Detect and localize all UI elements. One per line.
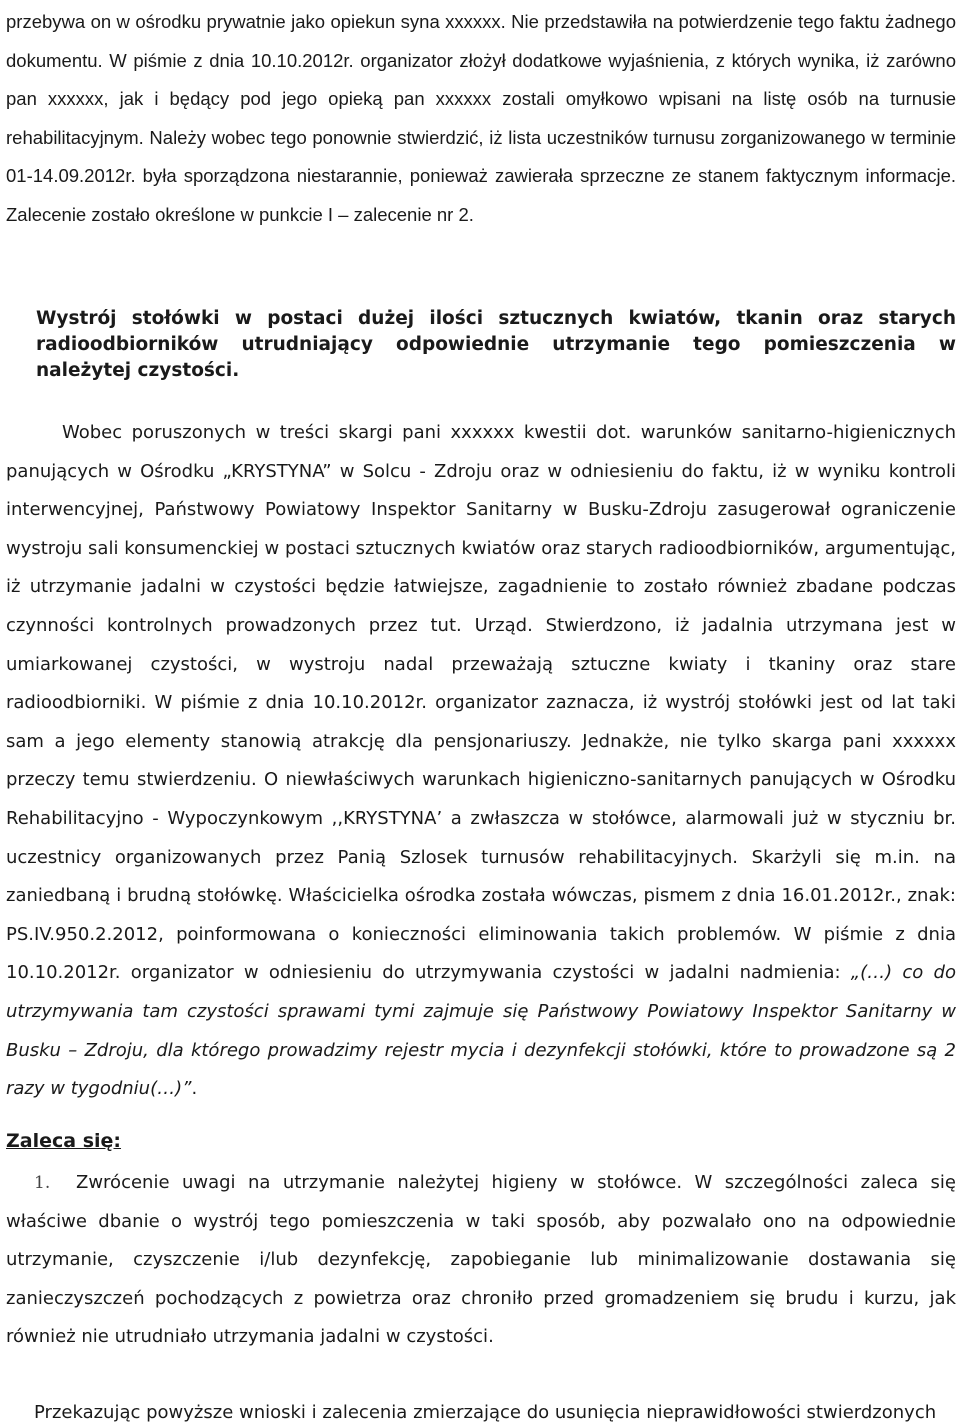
section-number [6, 306, 36, 332]
recommendation-item [6, 1164, 956, 1357]
body-paragraph-end: . [191, 1078, 198, 1100]
recommend-heading: Zaleca się: [6, 1130, 122, 1152]
recommendation-text: Zwrócenie uwagi na utrzymanie należytej higieny w stołówce. W szczególności zaleca się właściwe dbanie o wystrój tego pomieszczenia w taki sposób, aby pozwalało ono na odpowiednie utrzymanie, czyszczenie i/lub dezynfekcję, zapobieganie lub minimalizowanie dostawania się zanieczyszczeń pochodzących z powietrza oraz chroniło przed gromadzeniem się brudu i kurzu, jak również nie utrudniało utrzymania jadalni w czystości. [6, 1172, 956, 1347]
body-paragraph [6, 414, 956, 1109]
closing-line: Przekazując powyższe wnioski i zalecenia zmierzające do usunięcia nieprawidłowości stwierdzonych [34, 1402, 937, 1423]
body-paragraph-main: Wobec poruszonych w treści skargi pani xxxxxx kwestii dot. warunków sanitarno-higienicznych panujących w Ośrodku „KRYSTYNA” w Solcu - Zdroju oraz w odniesieniu do faktu, iż w wyniku kontroli interwencyjnej, Państwowy Powiatowy Inspektor Sanitarny w Busku-Zdroju zasugerował ograniczenie wystroju sali konsumenckiej w postaci sztucznych kwiatów oraz starych radioodbiorników, argumentując, iż utrzymanie jadalni w czystości będzie łatwiejsze, zagadnienie to zostało również zbadane podczas czynności kontrolnych prowadzonych przez tut. Urząd. Stwierdzono, iż jadalnia utrzymana jest w umiarkowanej czystości, w wystroju nadal przeważają sztuczne kwiaty i tkaniny oraz stare radioodbiorniki. W piśmie z dnia 10.10.2012r. organizator zaznacza, iż wystrój stołówki jest od lat taki sam a jego elementy stanowią atrakcję dla pensjonariuszy. Jednakże, nie tylko skarga pani xxxxxx przeczy temu stwierdzeniu. O niewłaściwych warunkach higieniczno-sanitarnych panujących w Ośrodku Rehabilitacyjno - Wypoczynkowym ,,KRYSTYNA’ a zwłaszcza w stołówce, alarmowali już w styczniu br. uczestnicy organizowanych przez Panią Szlosek turnusów rehabilitacyjnych. Skarżyli się m.in. na zaniedbaną i brudną stołówkę. Właścicielka ośrodka została wówczas, pismem z dnia 16.01.2012r., znak: PS.IV.950.2.2012, poinformowana o konieczności eliminowania takich problemów. W piśmie z dnia 10.10.2012r. organizator w odniesieniu do utrzymywania czystości w jadalni nadmienia: [6, 422, 956, 984]
body-paragraph-quote: „(…) co do utrzymywania tam czystości sprawami tymi zajmuje się Państwowy Powiatowy Inspektor Sanitarny w Busku – Zdroju, dla którego prowadzimy rejestr mycia i dezynfekcji stołówki, które to prowadzone są 2 razy w tygodniu(…)” [6, 962, 956, 1100]
intro-paragraph: przebywa on w ośrodku prywatnie jako opiekun syna xxxxxx. Nie przedstawiła na potwierdzenie tego faktu żadnego dokumentu. W piśmie z dnia 10.10.2012r. organizator złożył dodatkowe wyjaśnienia, z których wynika, iż zarówno pan xxxxxx, jak i będący pod jego opieką pan xxxxxx zostali omyłkowo wpisani na listę osób na turnusie rehabilitacyjnym. Należy wobec tego ponownie stwierdzić, iż lista uczestników turnusu zorganizowanego w terminie 01-14.09.2012r. była sporządzona niestarannie, ponieważ zawierała sprzeczne ze stanem faktycznym informacje. Zalecenie zostało określone w punkcie I – zalecenie nr 2. [6, 11, 956, 225]
section-title: Wystrój stołówki w postaci dużej ilości sztucznych kwiatów, tkanin oraz starych radioodbiorników utrudniający odpowiednie utrzymanie tego pomieszczenia w należytej czystości. [36, 308, 956, 381]
document-page [6, 0, 956, 1423]
section-heading [6, 306, 956, 384]
section-heading-wrap [6, 306, 956, 384]
recommendation-number: 1. [34, 1173, 51, 1193]
